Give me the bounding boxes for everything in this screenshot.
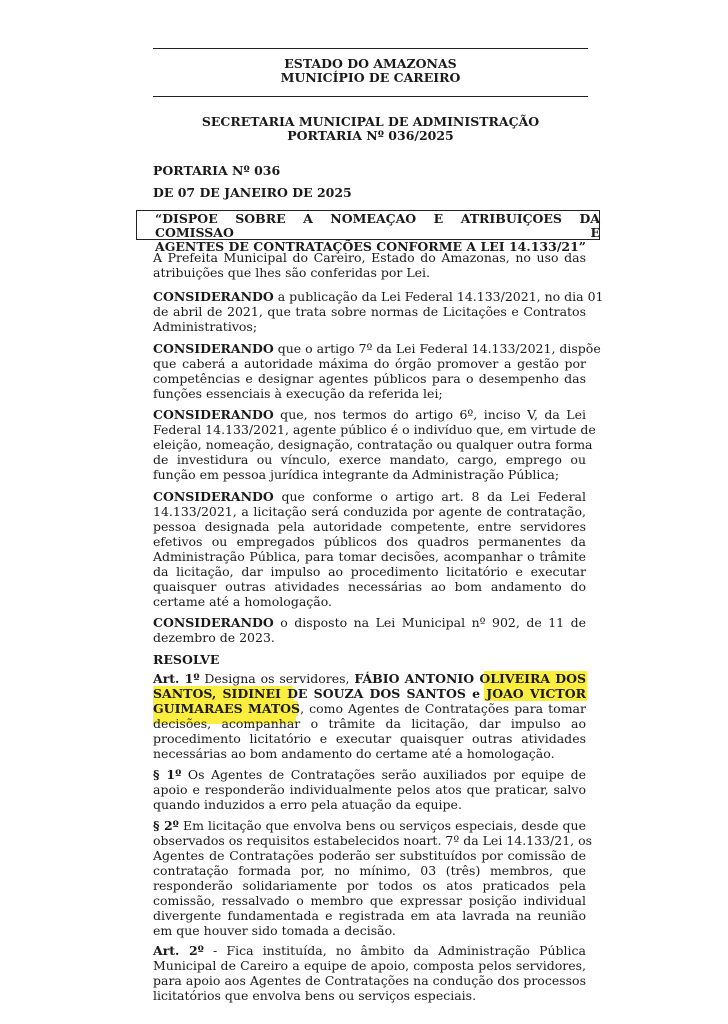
art1-names: GUIMARAES MATOS [153,701,301,716]
considerando-3-line: função em pessoa jurídica integrante da Administração Pública; [153,467,560,482]
paragraph-1-text: Os Agentes de Contratações serão auxiliados por equipe de [181,767,586,782]
header-top-rule [153,48,588,49]
paragraph-2-text: Em licitação que envolva bens ou serviços especiais, desde que [178,818,586,833]
considerando-5-line [153,615,586,630]
art1-line [153,671,586,686]
considerando-text: o disposto na Lei Municipal nº 902, de 11 de [273,615,586,630]
considerando-label: CONSIDERANDO [153,489,274,504]
considerando-label: CONSIDERANDO [153,289,274,304]
considerando-text: que, nos termos do artigo 6º, inciso V, da Lei [273,407,586,422]
art1-conjunction: e [465,686,487,701]
paragraph-2-line [153,818,586,833]
art1-line [153,686,586,701]
art1-text: Designa os servidores, [199,671,355,686]
art1-label: Art. 1º [153,671,200,686]
paragraph-2-line: responderão solidariamente por todos os atos praticados pela [153,878,586,893]
considerando-1-line: de abril de 2021, que trata sobre normas de Licitações e Contratos [153,304,586,319]
secretariat-title: SECRETARIA MUNICIPAL DE ADMINISTRAÇÃO [201,114,540,129]
header-bottom-rule [153,96,588,97]
considerando-label: CONSIDERANDO [153,615,274,630]
art1-line: procedimento licitatório e executar quaisquer outras atividades [153,731,586,746]
ementa-line: “DISPOE SOBRE A NOMEAÇAO E ATRIBUIÇOES DA COMISSAO E [155,211,600,240]
considerando-2-line: competências e designar agentes públicos para o desempenho das [153,371,586,386]
art2-label: Art. 2º [153,943,204,958]
considerando-3-line [153,407,586,422]
considerando-4-line [153,489,586,504]
art1-line: decisões, acompanhar o trâmite da licitação, dar impulso ao [153,716,586,731]
considerando-1-line: Administrativos; [153,319,258,334]
considerando-4-line: pessoa designada pela autoridade competente, entre servidores [153,519,586,534]
considerando-label: CONSIDERANDO [153,407,274,422]
paragraph-1-line: apoio e responderão individualmente pelos atos que praticar, salvo [153,782,586,797]
considerando-5-line: dezembro de 2023. [153,630,275,645]
considerando-4-line: Administração Pública, para tomar decisões, acompanhar o trâmite [153,549,586,564]
art1-line: necessárias ao bom andamento do certame até a homologação. [153,746,555,761]
art1-text: , como Agentes de Contratações para tomar [300,701,586,716]
art1-names: JOAO VICTOR [486,686,586,701]
ementa-box [136,210,600,254]
considerando-1-line [153,289,604,304]
considerando-4-line: 14.133/2021, a licitação será conduzida por agente de contratação, [153,504,586,519]
considerando-text: que o artigo 7º da Lei Federal 14.133/2021, dispõe [273,341,601,356]
intro-line: atribuições que lhes são conferidas por Lei. [153,265,430,280]
considerando-3-line: Federal 14.133/2021, agente público é o indivíduo que, em virtude de [153,422,596,437]
paragraph-2-line: observados os requisitos estabelecidos noart. 7º da Lei 14.133/21, os [153,833,593,848]
considerando-4-line: da licitação, dar impulso ao procedimento licitatório e executar [153,564,586,579]
paragraph-2-line: divergente fundamentada e registrada em ata lavrada na reunião [153,908,586,923]
considerando-2-line: que caberá a autoridade máxima do órgão promover a gestão por [153,356,586,371]
header-municipality: MUNICÍPIO DE CAREIRO [280,70,461,85]
art1-names: SANTOS, SIDINEI DE SOUZA DOS SANTOS [153,686,466,701]
considerando-4-line: efetivos ou empregados públicos dos quadros permanentes da [153,534,586,549]
art2-line [153,943,586,958]
paragraph-1-line [153,767,586,782]
considerando-3-line: de investidura ou vínculo, exerce mandato, cargo, emprego ou [153,452,586,467]
portaria-date: DE 07 DE JANEIRO DE 2025 [153,185,352,200]
paragraph-2-label: § 2º [153,818,179,833]
considerando-2-line: funções essenciais à execução da referida lei; [153,386,443,401]
ementa-text [155,212,600,254]
considerando-4-line: certame até a homologação. [153,594,333,609]
art1-line [153,701,586,716]
paragraph-2-line: comissão, ressalvado o membro que expressar posição individual [153,893,586,908]
paragraph-2-line: contratação formada por, no mínimo, 03 (três) membros, que [153,863,586,878]
considerando-text: a publicação da Lei Federal 14.133/2021, no dia 01 [273,289,604,304]
considerando-text: que conforme o artigo art. 8 da Lei Federal [273,489,586,504]
considerando-3-line: eleição, nomeação, designação, contratação ou qualquer outra forma [153,437,593,452]
considerando-4-line: quaisquer outras atividades necessárias ao bom andamento do [153,579,586,594]
art2-line: licitatórios que envolva bens ou serviços especiais. [153,988,477,1003]
paragraph-1-label: § 1º [153,767,182,782]
paragraph-2-line: em que houver sido tomada a decisão. [153,923,396,938]
considerando-2-line [153,341,601,356]
portaria-heading: PORTARIA Nº 036 [153,163,281,178]
art2-text: - Fica instituída, no âmbito da Administração Pública [203,943,586,958]
ementa-line: AGENTES DE CONTRATAÇÕES CONFORME A LEI 14.133/21” [155,239,586,254]
considerando-label: CONSIDERANDO [153,341,274,356]
intro-line: A Prefeita Municipal do Careiro, Estado do Amazonas, no uso das [153,250,586,265]
resolve-heading: RESOLVE [153,652,220,667]
portaria-number-title: PORTARIA Nº 036/2025 [287,128,454,143]
paragraph-2-line: Agentes de Contratações poderão ser substituídos por comissão de [153,848,586,863]
paragraph-1-line: quando induzidos a erro pela atuação da equipe. [153,797,462,812]
art2-line: para apoio aos Agentes de Contratações na condução dos processos [153,973,586,988]
art1-names: FÁBIO ANTONIO OLIVEIRA DOS [354,671,586,686]
header-state: ESTADO DO AMAZONAS [284,56,457,71]
art2-line: Municipal de Careiro a equipe de apoio, composta pelos servidores, [153,958,586,973]
